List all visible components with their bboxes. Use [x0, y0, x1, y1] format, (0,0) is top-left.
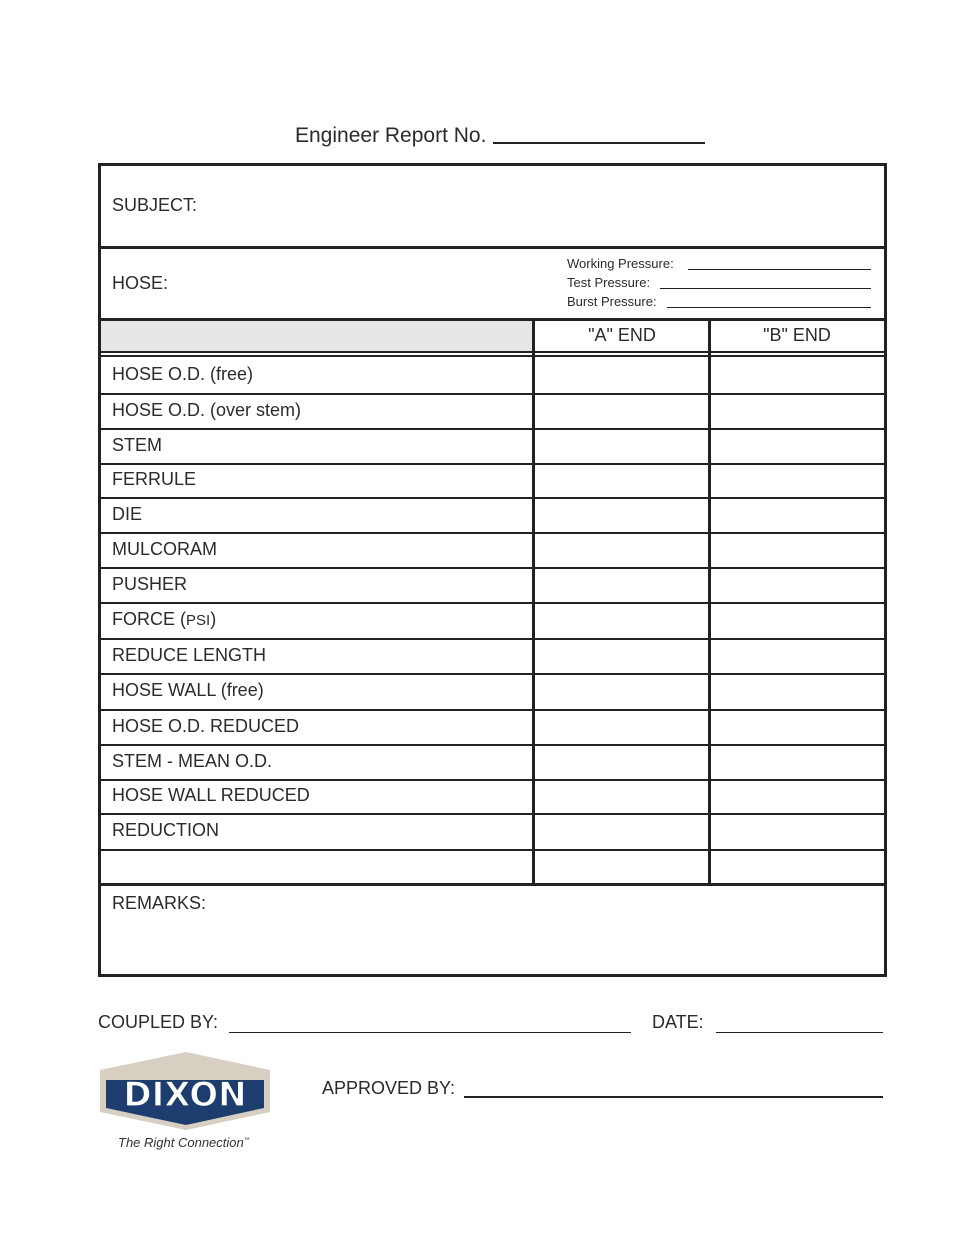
- b-end-cell[interactable]: [711, 567, 881, 600]
- a-end-cell[interactable]: [535, 779, 708, 811]
- b-end-cell[interactable]: [711, 497, 881, 530]
- row-label: [112, 574, 187, 595]
- table-header-shade: [101, 321, 532, 351]
- row-label: [112, 609, 216, 630]
- divider: [98, 883, 887, 886]
- dixon-logo: [100, 1052, 270, 1132]
- column-divider: [708, 319, 711, 885]
- b-end-cell[interactable]: [711, 849, 881, 881]
- tagline-text: The Right Connection: [118, 1135, 244, 1150]
- row-divider: [98, 813, 887, 815]
- b-end-cell[interactable]: [711, 428, 881, 461]
- a-end-cell[interactable]: [535, 849, 708, 881]
- burst-pressure-label: Burst Pressure:: [567, 294, 657, 309]
- dixon-wordmark: DIXON: [123, 1075, 247, 1115]
- row-label-text: PUSHER: [112, 574, 188, 594]
- row-label-text: HOSE O.D. (over stem): [112, 400, 302, 420]
- b-end-cell[interactable]: [711, 357, 881, 391]
- b-end-cell[interactable]: [711, 393, 881, 426]
- b-end-cell[interactable]: [711, 602, 881, 636]
- row-divider: [98, 638, 887, 640]
- a-end-header: "A" END: [588, 325, 656, 345]
- remarks-field[interactable]: [104, 918, 879, 968]
- remarks-label: REMARKS:: [112, 893, 207, 913]
- row-label-text: REDUCTION: [112, 820, 219, 840]
- row-label: [112, 504, 142, 525]
- a-end-cell[interactable]: [535, 428, 708, 461]
- coupled-by-field[interactable]: [229, 1032, 631, 1033]
- approved-by-label: APPROVED BY:: [322, 1078, 456, 1098]
- date-field[interactable]: [716, 1032, 883, 1033]
- row-label: [112, 400, 301, 421]
- a-end-cell[interactable]: [535, 813, 708, 847]
- trademark-symbol: ™: [243, 1137, 250, 1144]
- row-label: [112, 716, 299, 737]
- report-title: Engineer Report No.: [295, 124, 487, 147]
- row-label-text: REDUCE LENGTH: [112, 645, 267, 665]
- row-divider: [98, 709, 887, 711]
- b-end-cell[interactable]: [711, 532, 881, 565]
- a-end-cell[interactable]: [535, 673, 708, 707]
- b-end-cell[interactable]: [711, 813, 881, 847]
- row-divider: [98, 673, 887, 675]
- a-end-cell[interactable]: [535, 638, 708, 671]
- row-divider: [98, 602, 887, 604]
- a-end-cell[interactable]: [535, 463, 708, 495]
- paren-close: ): [210, 609, 217, 629]
- b-end-cell[interactable]: [711, 673, 881, 707]
- row-divider: [98, 393, 887, 395]
- row-label: [112, 820, 219, 841]
- coupled-by-label: COUPLED BY:: [98, 1012, 219, 1032]
- row-label-text: FORCE (: [112, 609, 186, 629]
- row-label-text: HOSE WALL (free): [112, 680, 264, 700]
- subject-field[interactable]: [220, 170, 875, 242]
- a-end-cell[interactable]: [535, 567, 708, 600]
- row-divider: [98, 497, 887, 499]
- row-label-text: HOSE O.D. REDUCED: [112, 716, 300, 736]
- row-label-text: HOSE WALL REDUCED: [112, 785, 310, 805]
- row-label: [112, 539, 217, 560]
- burst-pressure-field[interactable]: [667, 307, 871, 308]
- row-label: [112, 435, 162, 456]
- b-end-cell[interactable]: [711, 709, 881, 742]
- row-label-text: MULCORAM: [112, 539, 218, 559]
- subject-label: SUBJECT:: [112, 195, 198, 215]
- working-pressure-field[interactable]: [688, 269, 871, 270]
- divider: [98, 246, 887, 249]
- row-divider: [98, 849, 887, 851]
- b-end-header: "B" END: [763, 325, 831, 345]
- row-divider: [98, 532, 887, 534]
- row-divider: [98, 567, 887, 569]
- test-pressure-field[interactable]: [660, 288, 871, 289]
- hose-field[interactable]: [180, 254, 550, 314]
- a-end-cell[interactable]: [535, 709, 708, 742]
- approved-by-field[interactable]: [464, 1096, 883, 1098]
- row-label: [112, 364, 253, 385]
- a-end-cell[interactable]: [535, 744, 708, 777]
- row-label-text: FERRULE: [112, 469, 197, 489]
- b-end-cell[interactable]: [711, 463, 881, 495]
- column-divider: [532, 319, 535, 885]
- test-pressure-label: Test Pressure:: [567, 275, 651, 290]
- row-label-text: STEM - MEAN O.D.: [112, 751, 273, 771]
- b-end-cell[interactable]: [711, 744, 881, 777]
- row-divider: [98, 744, 887, 746]
- date-label: DATE:: [652, 1012, 704, 1032]
- logo-tagline: [118, 1135, 250, 1150]
- a-end-cell[interactable]: [535, 602, 708, 636]
- row-label: [112, 751, 272, 772]
- a-end-cell[interactable]: [535, 357, 708, 391]
- row-label: [112, 680, 264, 701]
- divider: [98, 351, 887, 353]
- row-label-text: DIE: [112, 504, 143, 524]
- row-divider: [98, 779, 887, 781]
- report-number-field[interactable]: [493, 142, 705, 144]
- row-divider: [98, 463, 887, 465]
- working-pressure-label: Working Pressure:: [567, 256, 674, 271]
- row-label: [112, 645, 266, 666]
- a-end-cell[interactable]: [535, 532, 708, 565]
- row-label-text: STEM: [112, 435, 163, 455]
- row-label: [112, 785, 310, 806]
- unit-label: PSI: [186, 612, 211, 629]
- a-end-cell[interactable]: [535, 393, 708, 426]
- row-label-text: HOSE O.D. (free): [112, 364, 254, 384]
- hose-label: HOSE:: [112, 273, 169, 293]
- b-end-cell[interactable]: [711, 638, 881, 671]
- row-label: [112, 469, 196, 490]
- row-divider: [98, 428, 887, 430]
- a-end-cell[interactable]: [535, 497, 708, 530]
- b-end-cell[interactable]: [711, 779, 881, 811]
